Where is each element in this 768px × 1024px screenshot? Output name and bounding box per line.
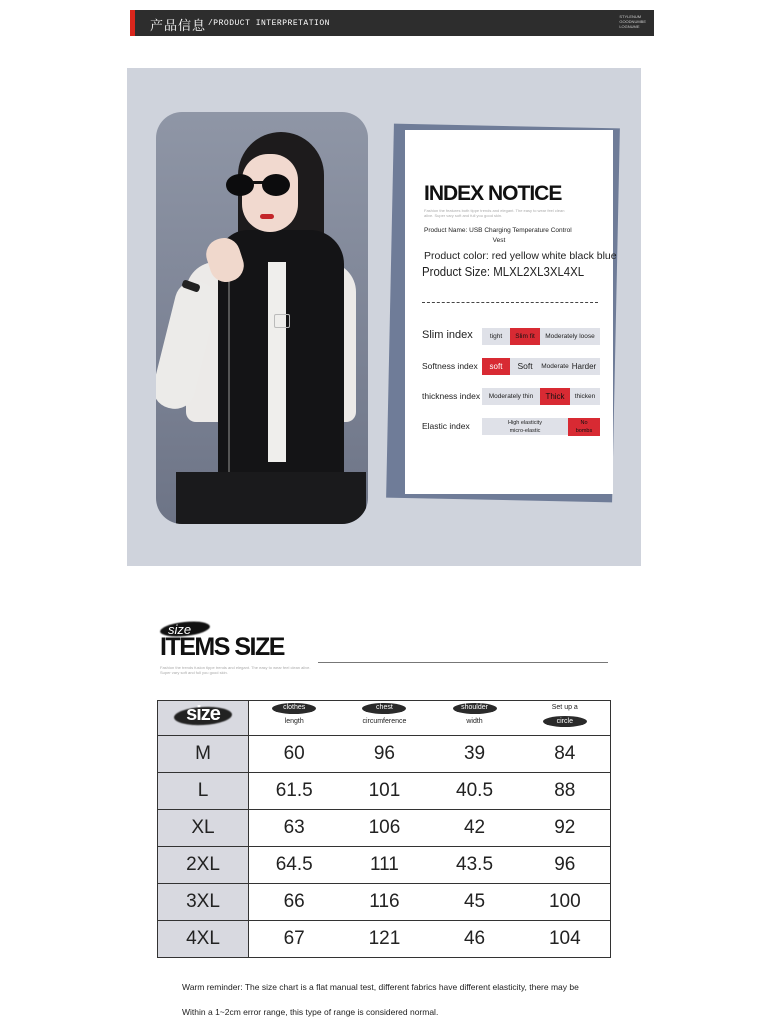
table-cell: 116 [339, 884, 429, 921]
items-size-title: ITEMS SIZE [160, 633, 284, 661]
product-color: Product color: red yellow white black blue [424, 250, 617, 262]
table-row [158, 884, 611, 921]
table-cell: 84 [520, 736, 611, 773]
column-header-length: clothes length [249, 701, 340, 736]
header-accent-stripe [130, 10, 135, 36]
notice-tiny-text: Fashion the features both tippe trends and elegant. The easy to wear feel clean alive. Super vary soft and full you good skin. [424, 208, 565, 218]
table-row [158, 847, 611, 884]
softness-index-bar: soft Soft Moderate Harder [482, 358, 600, 375]
table-row [158, 921, 611, 958]
table-row [158, 736, 611, 773]
softness-index-row [422, 358, 602, 376]
index-notice-card [405, 130, 617, 494]
table-row [158, 810, 611, 847]
product-photo [156, 112, 368, 524]
table-cell: 42 [429, 810, 519, 847]
table-cell: 39 [429, 736, 519, 773]
column-header-chest: chest circumference [339, 701, 429, 736]
slim-index-label: Slim index [422, 329, 473, 341]
table-cell: 106 [339, 810, 429, 847]
table-cell: 46 [429, 921, 519, 958]
table-cell: 96 [520, 847, 611, 884]
table-cell: 64.5 [249, 847, 340, 884]
header-small-text: STYLENUM GOODNUMBE LOGNUME [619, 14, 646, 29]
size-cell: 3XL [158, 884, 249, 921]
size-cell: XL [158, 810, 249, 847]
table-cell: 92 [520, 810, 611, 847]
size-tiny-text: Fashion the trends fusion tippe trends and elegant. The easy to wear feel clean alive. Super vary soft and full you good skin. [160, 665, 311, 675]
sunglasses [226, 174, 306, 196]
slim-index-row [422, 328, 602, 346]
size-column-header: size [158, 701, 249, 736]
elastic-index-bar: High elasticity micro-elastic No bombs [482, 418, 600, 435]
thickness-index-row [422, 388, 602, 406]
elastic-index-label: Elastic index [422, 421, 470, 431]
header-title-cn: 产品信息 [150, 18, 207, 33]
table-cell: 111 [339, 847, 429, 884]
notice-title: INDEX NOTICE [424, 182, 562, 205]
table-cell: 100 [520, 884, 611, 921]
table-cell: 104 [520, 921, 611, 958]
table-cell: 121 [339, 921, 429, 958]
size-table-header [158, 701, 611, 736]
section-header-bar [130, 10, 654, 36]
size-cell: 2XL [158, 847, 249, 884]
table-cell: 88 [520, 773, 611, 810]
softness-index-label: Softness index [422, 361, 478, 371]
table-cell: 66 [249, 884, 340, 921]
size-cell: 4XL [158, 921, 249, 958]
product-panel [127, 68, 641, 566]
table-cell: 61.5 [249, 773, 340, 810]
slim-index-bar: tight Slim fit Moderately loose [482, 328, 600, 345]
column-header-circle: Set up a circle [520, 701, 611, 736]
table-cell: 43.5 [429, 847, 519, 884]
table-cell: 101 [339, 773, 429, 810]
warm-reminder-line2: Within a 1~2cm error range, this type of range is considered normal. [182, 1007, 439, 1017]
warm-reminder-line1: Warm reminder: The size chart is a flat manual test, different fabrics have different elasticity, there may be [182, 982, 579, 992]
table-row [158, 773, 611, 810]
product-name: Product Name: USB Charging Temperature Control Vest [424, 227, 572, 244]
elastic-index-row [422, 418, 602, 436]
size-table [157, 700, 611, 958]
size-small-label: size [168, 622, 192, 637]
size-cell: M [158, 736, 249, 773]
table-cell: 45 [429, 884, 519, 921]
table-cell: 67 [249, 921, 340, 958]
column-header-shoulder: shoulder width [429, 701, 519, 736]
dashed-divider [422, 302, 598, 303]
product-size: Product Size: MLXL2XL3XL4XL [422, 264, 585, 279]
size-cell: L [158, 773, 249, 810]
table-cell: 40.5 [429, 773, 519, 810]
thickness-index-bar: Moderately thin Thick thicken [482, 388, 600, 405]
size-heading-rule [318, 662, 608, 663]
header-title-en: /PRODUCT INTERPRETATION [208, 19, 330, 28]
table-cell: 60 [249, 736, 340, 773]
thickness-index-label: thickness index [422, 391, 481, 401]
table-cell: 63 [249, 810, 340, 847]
table-cell: 96 [339, 736, 429, 773]
